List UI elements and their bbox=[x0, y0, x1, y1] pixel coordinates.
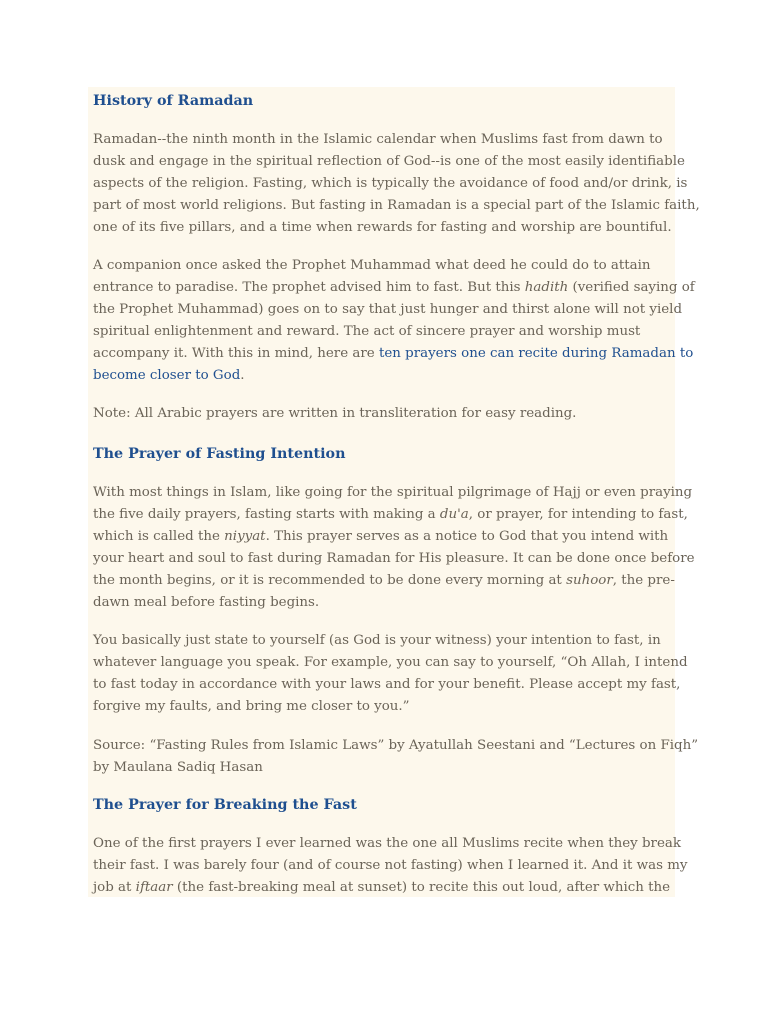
text-span: entrance to paradise. The prophet advised him to fast. But this bbox=[93, 280, 525, 295]
text-line bbox=[93, 877, 673, 899]
text-line: dusk and engage in the spiritual reflection of God--is one of the most easily identifiable bbox=[93, 154, 685, 169]
text-line: the Prophet Muhammad) goes on to say that just hunger and thirst alone will not yield bbox=[93, 302, 683, 317]
text-line: part of most world religions. But fasting in Ramadan is a special part of the Islamic faith, bbox=[93, 198, 700, 213]
section-heading-breaking-fast: The Prayer for Breaking the Fast bbox=[93, 797, 357, 813]
text-span: accompany it. With this in mind, here are bbox=[93, 346, 379, 361]
paragraph-companion bbox=[93, 255, 695, 387]
text-span: , the pre- bbox=[612, 573, 675, 588]
text-line bbox=[93, 277, 695, 299]
text-line: whatever language you speak. For example, you can say to yourself, “Oh Allah, I intend bbox=[93, 655, 688, 670]
text-line: by Maulana Sadiq Hasan bbox=[93, 760, 263, 775]
iftaar-term: iftaar bbox=[135, 880, 173, 895]
ten-prayers-link[interactable]: ten prayers one can recite during Ramadan to bbox=[378, 346, 694, 361]
source-citation bbox=[93, 735, 699, 779]
hadith-term: hadith bbox=[524, 280, 569, 295]
text-span: , or prayer, for intending to fast, bbox=[468, 507, 688, 522]
text-line: forgive my faults, and bring me closer to you.” bbox=[93, 699, 410, 714]
text-line bbox=[93, 526, 673, 548]
text-line: Source: “Fasting Rules from Islamic Laws” by Ayatullah Seestani and “Lectures on Fiqh” bbox=[93, 738, 699, 753]
text-line: one of its five pillars, and a time when rewards for fasting and worship are bountiful. bbox=[93, 220, 672, 235]
text-span: . This prayer serves as a notice to God that you intend with bbox=[265, 529, 669, 544]
text-line: A companion once asked the Prophet Muhammad what deed he could do to attain bbox=[93, 258, 651, 273]
paragraph-history-intro bbox=[93, 129, 700, 239]
paragraph-iftaar bbox=[93, 833, 688, 899]
text-line: dawn meal before fasting begins. bbox=[93, 595, 320, 610]
section-heading-fasting-intention: The Prayer of Fasting Intention bbox=[93, 446, 346, 462]
text-line: With most things in Islam, like going for the spiritual pilgrimage of Hajj or even praying bbox=[93, 485, 693, 500]
text-line: spiritual enlightenment and reward. The act of sincere prayer and worship must bbox=[93, 324, 641, 339]
text-line: Note: All Arabic prayers are written in transliteration for easy reading. bbox=[93, 406, 577, 421]
text-line bbox=[93, 365, 673, 387]
text-line: your heart and soul to fast during Ramadan for His pleasure. It can be done once before bbox=[93, 551, 695, 566]
text-span: job at bbox=[93, 880, 136, 895]
text-span: (verified saying of bbox=[568, 280, 695, 295]
note-transliteration bbox=[93, 403, 673, 425]
text-span: (the fast-breaking meal at sunset) to recite this out loud, after which the bbox=[172, 880, 671, 895]
section-heading-history: History of Ramadan bbox=[93, 93, 254, 109]
text-span: which is called the bbox=[93, 529, 225, 544]
dua-term: du'a bbox=[439, 507, 469, 522]
text-line bbox=[93, 570, 673, 592]
text-line: their fast. I was barely four (and of course not fasting) when I learned it. And it was my bbox=[93, 858, 688, 873]
text-line bbox=[93, 504, 688, 526]
text-line: One of the first prayers I ever learned was the one all Muslims recite when they break bbox=[93, 836, 681, 851]
text-line bbox=[93, 343, 694, 365]
paragraph-niyyat bbox=[93, 482, 695, 614]
text-line: Ramadan--the ninth month in the Islamic calendar when Muslims fast from dawn to bbox=[93, 132, 663, 147]
text-span: . bbox=[240, 368, 245, 383]
article-panel bbox=[88, 87, 700, 897]
niyyat-term: niyyat bbox=[224, 529, 266, 544]
text-line: aspects of the religion. Fasting, which is typically the avoidance of food and/or drink, is bbox=[93, 176, 688, 191]
ten-prayers-link-continued[interactable]: become closer to God bbox=[93, 368, 241, 383]
suhoor-term: suhoor bbox=[566, 573, 613, 588]
text-line: to fast today in accordance with your laws and for your benefit. Please accept my fast, bbox=[93, 677, 681, 692]
text-span: the month begins, or it is recommended to be done every morning at bbox=[93, 573, 567, 588]
text-span: the five daily prayers, fasting starts with making a bbox=[93, 507, 440, 522]
text-line: You basically just state to yourself (as God is your witness) your intention to fast, in bbox=[93, 633, 661, 648]
paragraph-intention-example bbox=[93, 630, 688, 718]
